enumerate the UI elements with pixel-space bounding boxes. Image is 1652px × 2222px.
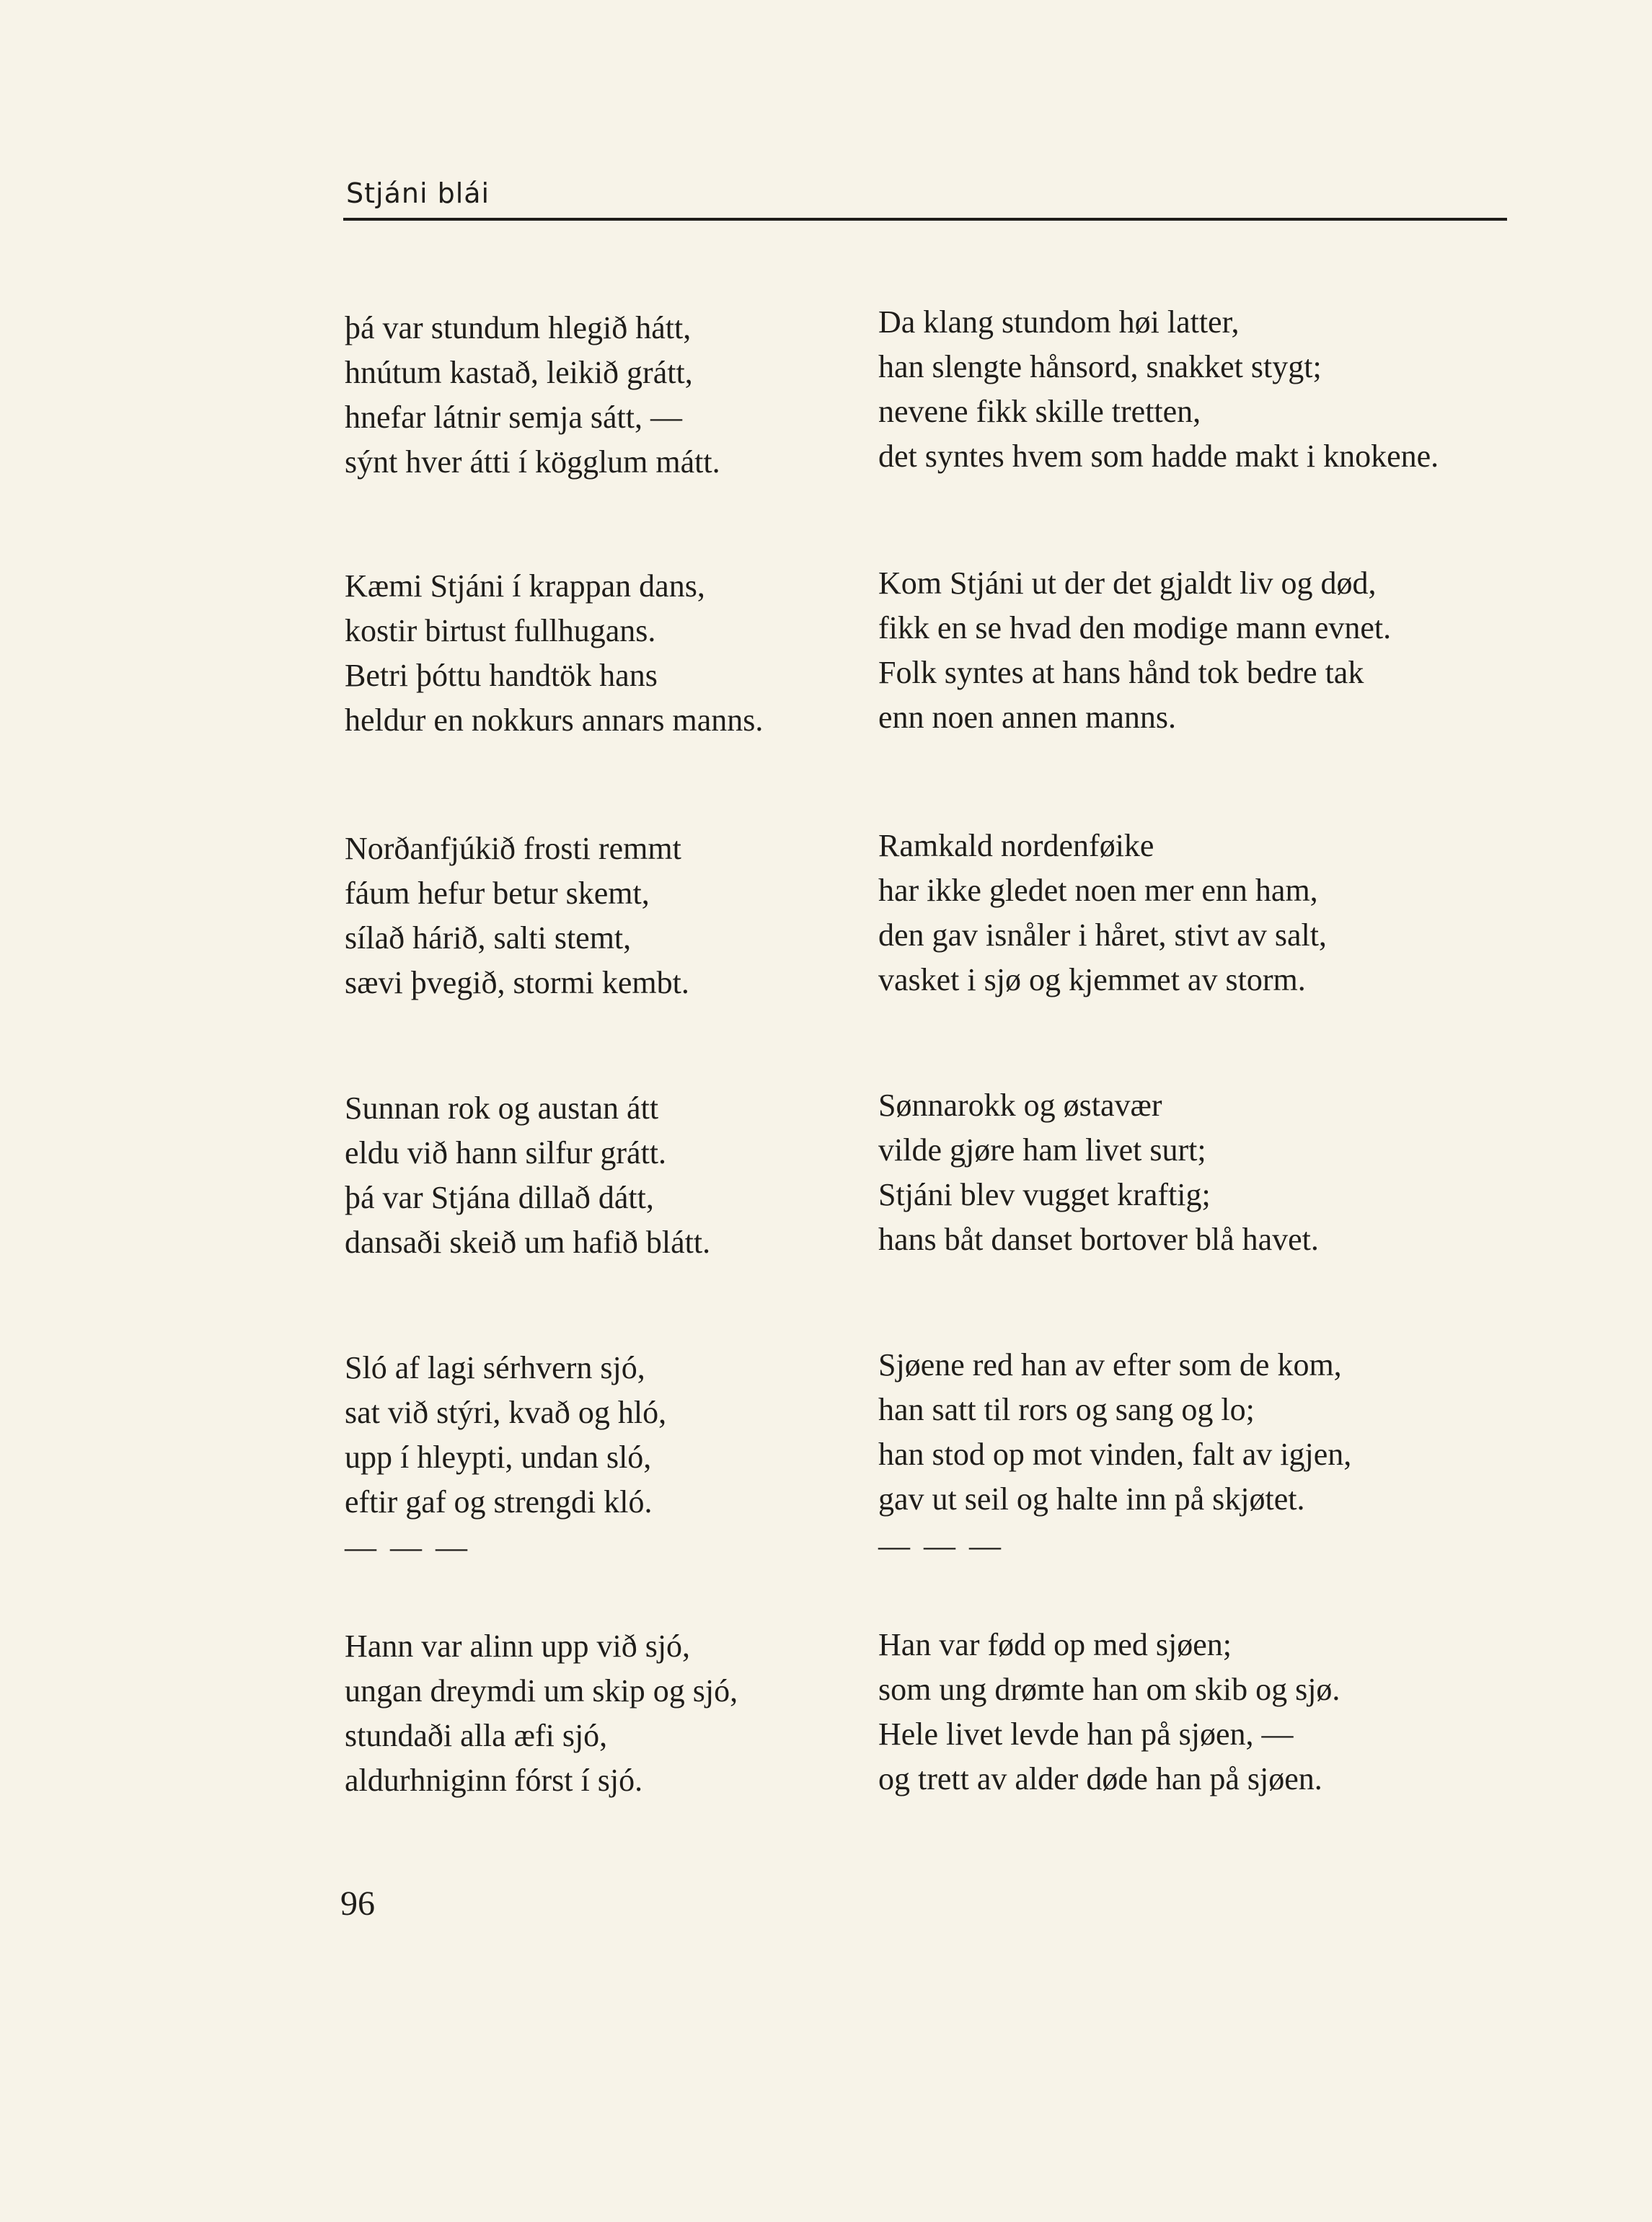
verse-line: sat við stýri, kvað og hló, — [345, 1395, 667, 1430]
verse-line: þá var Stjána dillað dátt, — [345, 1180, 654, 1215]
stanza-4-icelandic — [345, 1086, 710, 1265]
verse-line: ungan dreymdi um skip og sjó, — [345, 1673, 738, 1709]
running-head: Stjáni blái — [346, 177, 490, 209]
verse-line: som ung drømte han om skib og sjø. — [878, 1672, 1340, 1707]
verse-line: det syntes hvem som hadde makt i knokene. — [878, 438, 1439, 474]
verse-line: aldurhniginn fórst í sjó. — [345, 1763, 643, 1798]
verse-line: þá var stundum hlegið hátt, — [345, 310, 692, 345]
stanza-2-norwegian — [878, 561, 1391, 740]
verse-line: fáum hefur betur skemt, — [345, 876, 650, 911]
verse-line: Sló af lagi sérhvern sjó, — [345, 1350, 645, 1385]
verse-line: stundaði alla æfi sjó, — [345, 1718, 608, 1753]
verse-line: den gav isnåler i håret, stivt av salt, — [878, 917, 1327, 953]
verse-line: dansaði skeið um hafið blátt. — [345, 1225, 711, 1260]
verse-line: Folk syntes at hans hånd tok bedre tak — [878, 655, 1364, 690]
verse-line: heldur en nokkurs annars manns. — [345, 702, 764, 738]
verse-line: han stod op mot vinden, falt av igjen, — [878, 1437, 1352, 1472]
verse-line: Kæmi Stjáni í krappan dans, — [345, 568, 705, 604]
verse-line: sýnt hver átti í kögglum mátt. — [345, 444, 720, 480]
verse-line: hans båt danset bortover blå havet. — [878, 1222, 1319, 1257]
section-separator-left: — — — — [345, 1530, 470, 1565]
verse-line: hnútum kastað, leikið grátt, — [345, 355, 693, 390]
verse-line: gav ut seil og halte inn på skjøtet. — [878, 1481, 1305, 1517]
verse-line: og trett av alder døde han på sjøen. — [878, 1761, 1322, 1796]
verse-line: han slengte hånsord, snakket stygt; — [878, 349, 1322, 384]
stanza-3-norwegian — [878, 824, 1327, 1002]
stanza-1-icelandic — [345, 306, 720, 485]
verse-line: Da klang stundom høi latter, — [878, 304, 1240, 340]
verse-line: Stjáni blev vugget kraftig; — [878, 1177, 1211, 1212]
verse-line: Kom Stjáni ut der det gjaldt liv og død, — [878, 565, 1377, 601]
verse-line: upp í hleypti, undan sló, — [345, 1440, 652, 1475]
verse-line: sævi þvegið, stormi kembt. — [345, 965, 689, 1000]
verse-line: enn noen annen manns. — [878, 700, 1176, 735]
verse-line: Han var fødd op med sjøen; — [878, 1627, 1232, 1662]
verse-line: vasket i sjø og kjemmet av storm. — [878, 962, 1306, 997]
verse-line: vilde gjøre ham livet surt; — [878, 1132, 1206, 1168]
stanza-6-norwegian — [878, 1623, 1340, 1802]
page-number: 96 — [340, 1884, 375, 1923]
verse-line: Ramkald nordenføike — [878, 828, 1154, 863]
verse-line: Betri þóttu handtök hans — [345, 658, 658, 693]
verse-line: fikk en se hvad den modige mann evnet. — [878, 610, 1392, 645]
stanza-3-icelandic — [345, 826, 689, 1005]
verse-line: kostir birtust fullhugans. — [345, 613, 656, 648]
header-rule — [343, 218, 1507, 221]
stanza-6-icelandic — [345, 1624, 738, 1803]
verse-line: Sønnarokk og østavær — [878, 1088, 1162, 1123]
verse-line: har ikke gledet noen mer enn ham, — [878, 873, 1318, 908]
section-separator-right: — — — — [878, 1528, 1004, 1564]
verse-line: Sjøene red han av efter som de kom, — [878, 1347, 1342, 1383]
verse-line: sílað hárið, salti stemt, — [345, 920, 632, 956]
verse-line: Norðanfjúkið frosti remmt — [345, 831, 681, 866]
stanza-5-icelandic — [345, 1346, 666, 1525]
verse-line: Hann var alinn upp við sjó, — [345, 1628, 691, 1664]
stanza-4-norwegian — [878, 1083, 1319, 1262]
verse-line: Hele livet levde han på sjøen, — — [878, 1716, 1294, 1752]
verse-line: hnefar látnir semja sátt, — — [345, 400, 682, 435]
verse-line: nevene fikk skille tretten, — [878, 394, 1201, 429]
verse-line: eldu við hann silfur grátt. — [345, 1135, 667, 1170]
stanza-2-icelandic — [345, 564, 763, 743]
verse-line: Sunnan rok og austan átt — [345, 1090, 659, 1126]
stanza-5-norwegian — [878, 1343, 1351, 1522]
verse-line: han satt til rors og sang og lo; — [878, 1392, 1255, 1427]
verse-line: eftir gaf og strengdi kló. — [345, 1484, 653, 1520]
stanza-1-norwegian — [878, 300, 1439, 479]
